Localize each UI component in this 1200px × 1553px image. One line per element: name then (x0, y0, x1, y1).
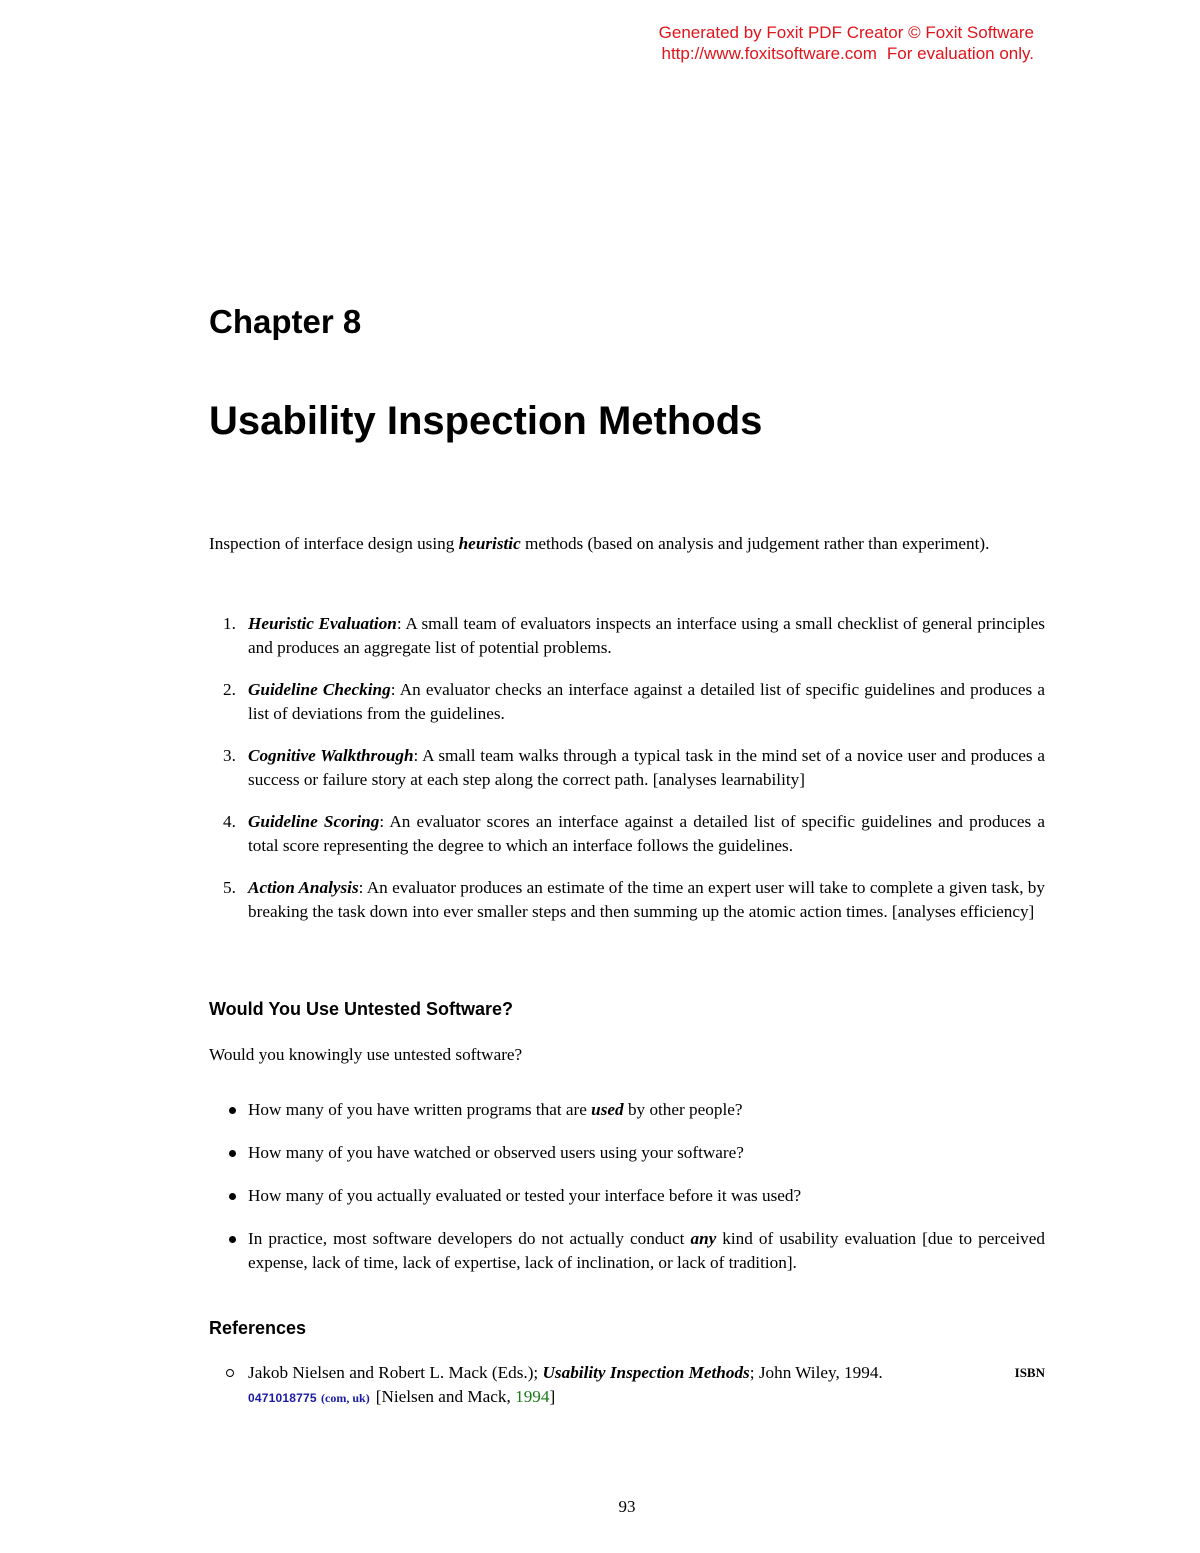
bullet-dot-icon (229, 1236, 236, 1243)
method-description: : An evaluator scores an interface against a detailed list of specific guidelines and produces a total score representing the degree to which an interface follows the guidelines. (248, 812, 1045, 855)
isbn-store-links[interactable]: (com, uk) (321, 1391, 370, 1405)
bullet-text: In practice, most software developers do not actually conduct (248, 1229, 691, 1248)
method-item (209, 810, 1045, 858)
reference-line-2 (248, 1385, 1045, 1410)
bullet-text: How many of you have written programs that are (248, 1100, 592, 1119)
bullet-dot-icon (229, 1193, 236, 1200)
method-name: Cognitive Walkthrough (248, 746, 414, 765)
isbn-label: ISBN (1014, 1365, 1045, 1380)
method-item (209, 876, 1045, 924)
bullet-item (209, 1141, 1045, 1165)
reference-title: Usability Inspection Methods (542, 1363, 750, 1382)
bullet-text: How many of you have watched or observed users using your software? (248, 1143, 744, 1162)
citation-prefix: [Nielsen and Mack, (375, 1387, 516, 1406)
method-name: Guideline Scoring (248, 812, 380, 831)
reference-circle-icon (226, 1369, 234, 1377)
bullet-text-end: by other people? (623, 1100, 743, 1119)
bullet-dot-icon (229, 1107, 236, 1114)
untested-software-heading: Would You Use Untested Software? (209, 999, 514, 1019)
method-number: 5. (223, 878, 236, 897)
untested-question: Would you knowingly use untested software? (209, 1045, 523, 1064)
chapter-label: Chapter 8 (209, 303, 362, 340)
method-name: Action Analysis (248, 878, 359, 897)
chapter-title: Usability Inspection Methods (209, 399, 763, 443)
reference-publisher: ; John Wiley, 1994. (749, 1363, 883, 1382)
isbn-link[interactable]: 0471018775 (248, 1391, 317, 1405)
method-number: 3. (223, 746, 236, 765)
method-description: : An evaluator produces an estimate of the time an expert user will take to complete a given task, by breaking the task down into ever smaller steps and then summing up the atomic action times. [analyses efficiency] (248, 878, 1045, 921)
methods-list (209, 612, 1045, 942)
method-item (209, 612, 1045, 660)
intro-text-end: methods (based on analysis and judgement rather than experiment). (520, 534, 990, 553)
intro-text-start: Inspection of interface design using (209, 534, 459, 553)
untested-bullet-list (209, 1098, 1045, 1294)
method-name: Heuristic Evaluation (248, 614, 397, 633)
method-description: : An evaluator checks an interface against a detailed list of specific guidelines and produces a list of deviations from the guidelines. (248, 680, 1045, 723)
method-number: 2. (223, 680, 236, 699)
reference-line (248, 1361, 1045, 1385)
bullet-text: How many of you actually evaluated or tested your interface before it was used? (248, 1186, 802, 1205)
bullet-dot-icon (229, 1150, 236, 1157)
foxit-watermark (659, 22, 1034, 64)
method-name: Guideline Checking (248, 680, 391, 699)
method-item (209, 678, 1045, 726)
method-number: 1. (223, 614, 236, 633)
page-number: 93 (618, 1497, 636, 1516)
reference-item (209, 1361, 1045, 1410)
bullet-item (209, 1184, 1045, 1208)
watermark-url[interactable]: http://www.foxitsoftware.com (661, 44, 877, 63)
bullet-emphasis: any (690, 1229, 717, 1248)
method-description: : A small team walks through a typical task in the mind set of a novice user and produces a success or failure story at each step along the correct path. [analyses learnability] (248, 746, 1045, 789)
reference-main (248, 1361, 883, 1385)
method-item (209, 744, 1045, 792)
citation-suffix: ] (549, 1387, 556, 1406)
references-heading: References (209, 1318, 307, 1338)
method-description: : A small team of evaluators inspects an interface using a small checklist of general principles and produces an aggregate list of potential problems. (248, 614, 1045, 657)
citation-year-link[interactable]: 1994 (515, 1387, 550, 1406)
bullet-text-end: kind of usability evaluation [due to perceived expense, lack of time, lack of expertise, lack of inclination, or lack of tradition]. (248, 1229, 1045, 1272)
intro-emphasis: heuristic (458, 534, 521, 553)
watermark-note: For evaluation only. (886, 44, 1034, 63)
watermark-line1: Generated by Foxit PDF Creator © Foxit Software (658, 23, 1034, 42)
intro-paragraph (209, 532, 1045, 556)
method-number: 4. (223, 812, 236, 831)
bullet-item (209, 1227, 1045, 1275)
watermark-line2 (659, 43, 1034, 64)
reference-authors: Jakob Nielsen and Robert L. Mack (Eds.); (248, 1363, 543, 1382)
bullet-item (209, 1098, 1045, 1122)
references-list (209, 1361, 1045, 1410)
bullet-emphasis: used (591, 1100, 624, 1119)
